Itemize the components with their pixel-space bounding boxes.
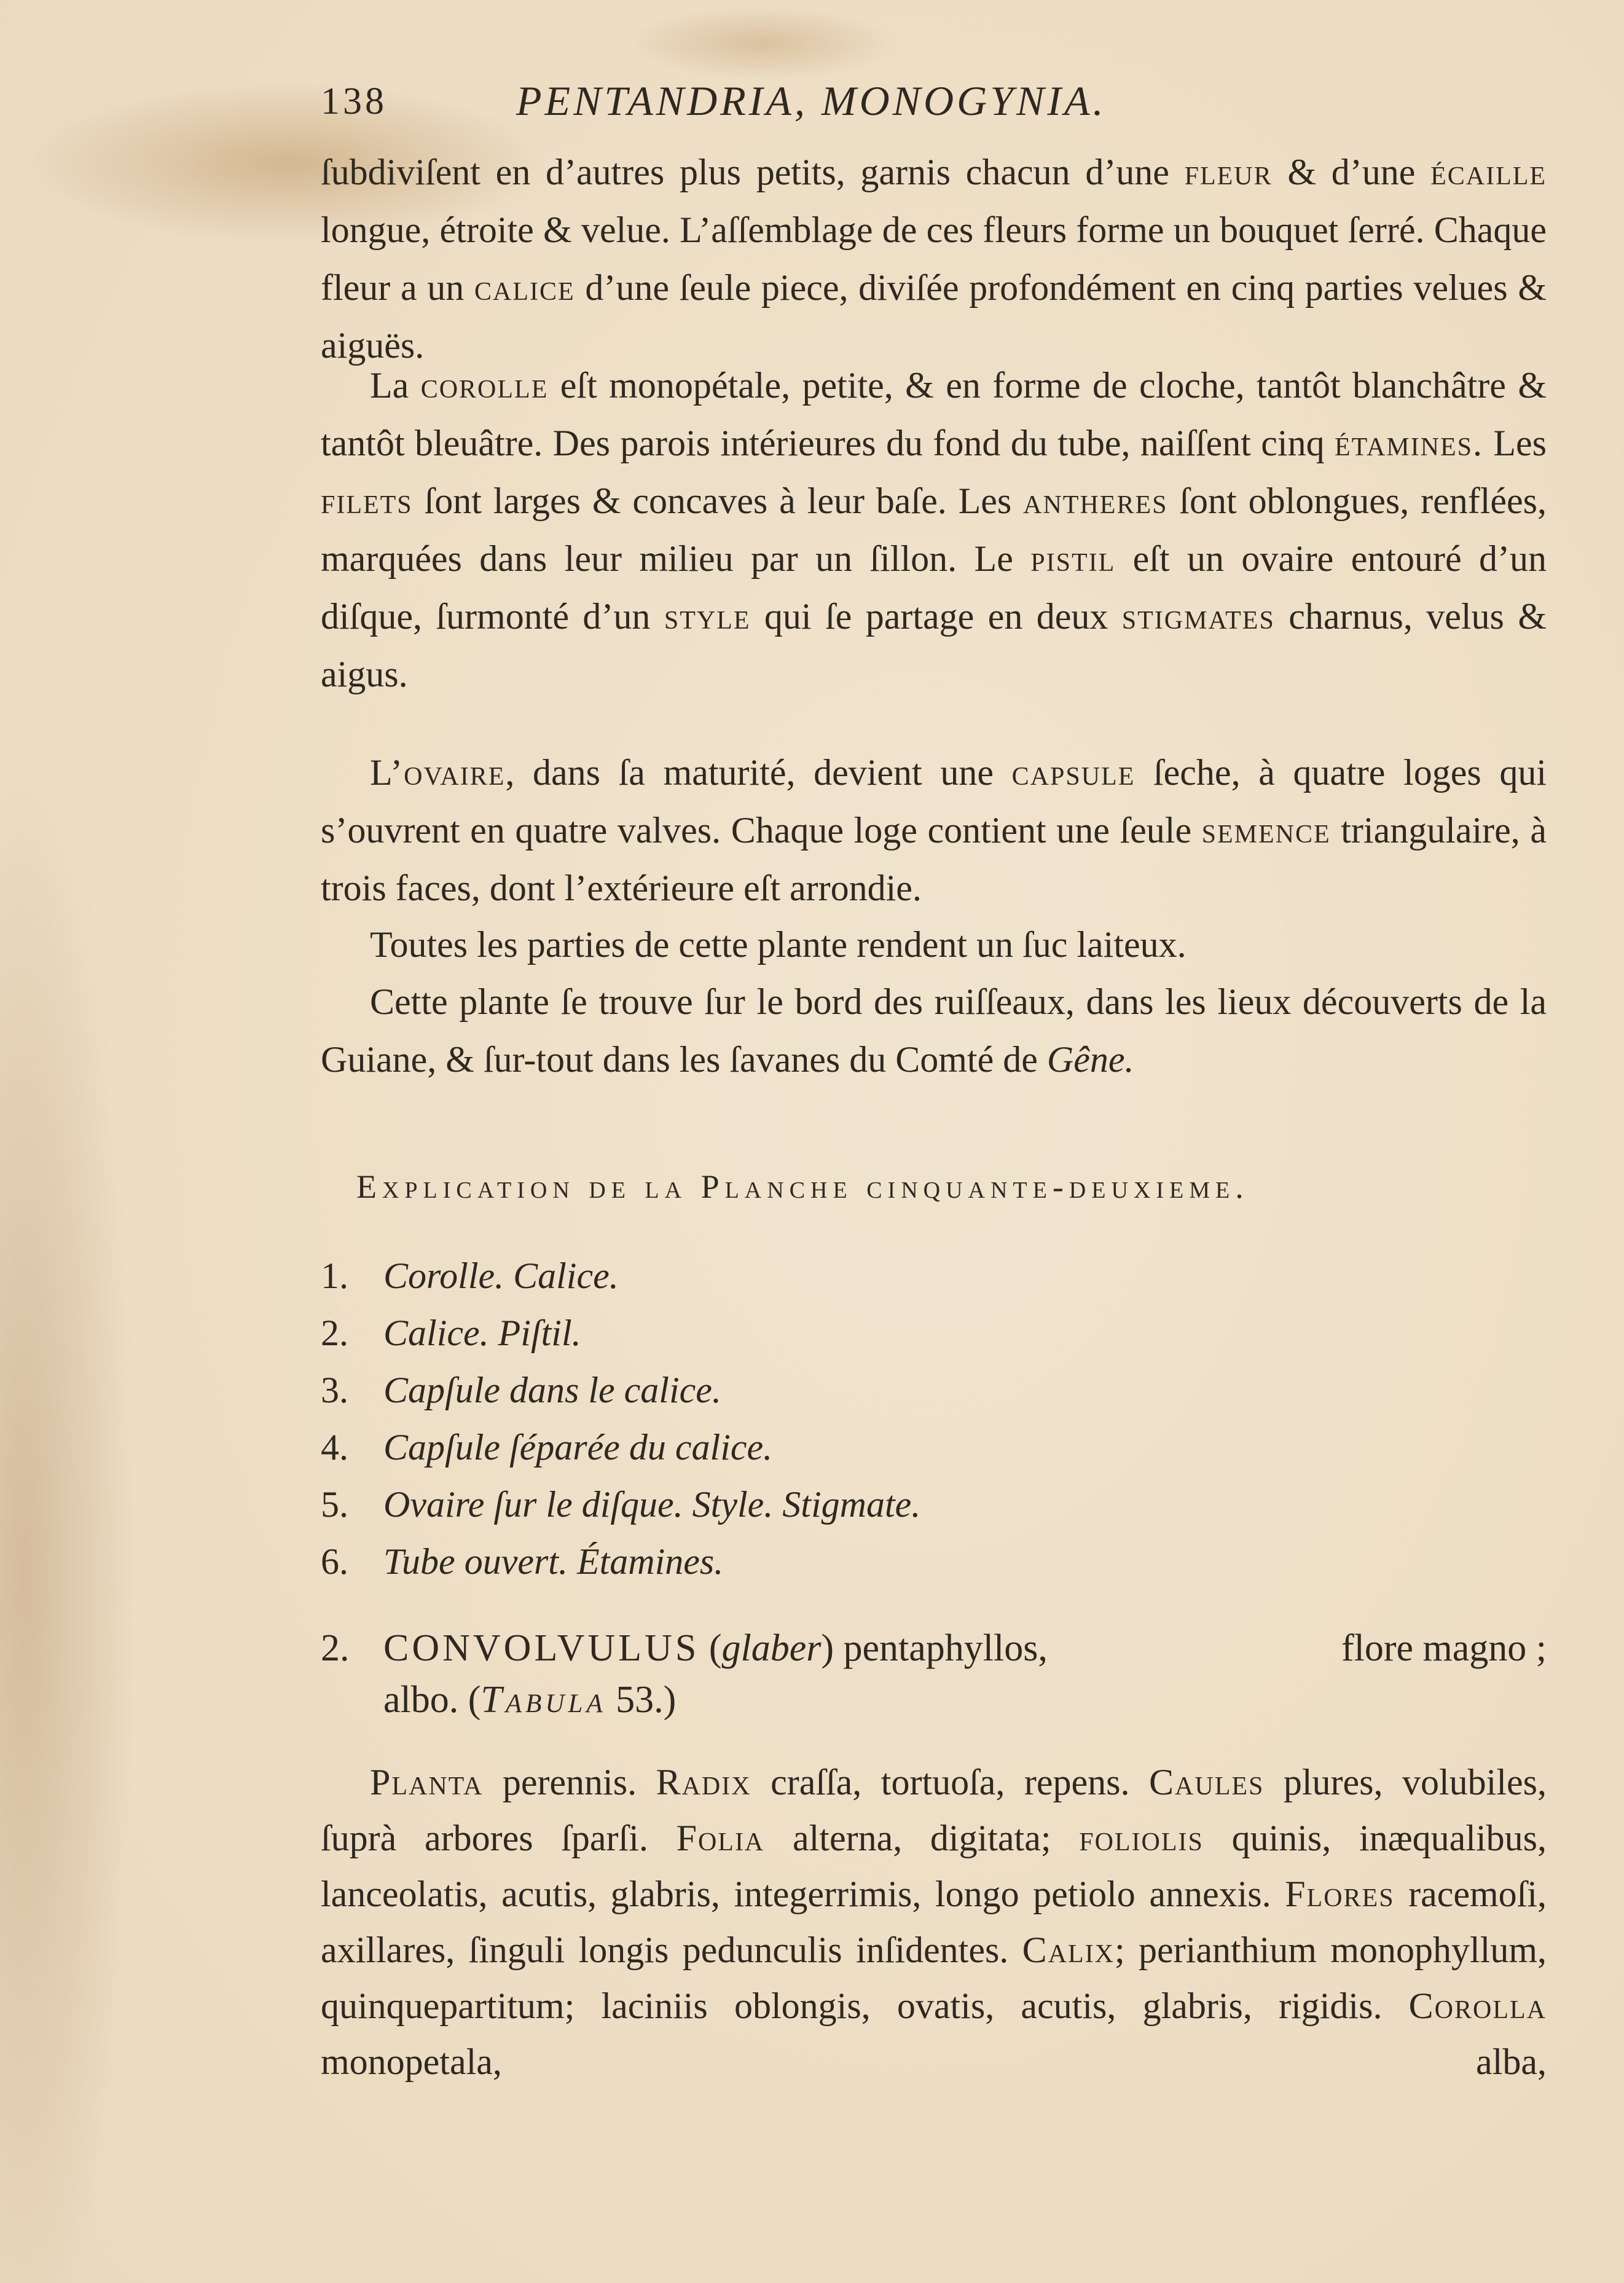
- paragraph: La corolle eſt monopétale, petite, & en forme de cloche, tantôt blanchâtre & tantôt bleuâtre. Des parois intérieures du fond du tube, naiſſent cinq étamines. Les filets ſont larges & concaves à leur baſe. Les antheres ſont oblongues, renflées, marquées dans leur milieu par un ſillon. Le pistil eſt un ovaire entouré d’un diſque, ſurmonté d’un style qui ſe partage en deux stigmates charnus, velus & aigus.: [321, 365, 1547, 694]
- list-item: 5. Ovaire ſur le diſque. Style. Stigmate.: [321, 1484, 921, 1525]
- list-item: 2. Calice. Piſtil.: [321, 1313, 581, 1353]
- paragraph: ſubdiviſent en d’autres plus petits, garnis chacun d’une fleur & d’une écaille longue, étroite & velue. L’aſſemblage de ces fleurs forme un bouquet ſerré. Chaque fleur a un calice d’une ſeule piece, diviſée profondément en cinq parties velues & aiguës.: [321, 152, 1547, 366]
- plate-explanation-list: [321, 1248, 1304, 1590]
- paragraph: Planta perennis. Radix craſſa, tortuoſa, repens. Caules plures, volubiles, ſuprà arbores ſparſi. Folia alterna, digitata; foliolis quinis, inæqualibus, lanceolatis, acutis, glabris, integerrimis, longo petiolo annexis. Flores racemoſi, axillares, ſinguli longis pedunculis inſidentes. Calix; perianthium monophyllum, quinquepartitum; laciniis oblongis, ovatis, acutis, glabris, rigidis. Corolla monopetala, alba,: [321, 1762, 1547, 2082]
- running-title: PENTANDRIA, MONOGYNIA.: [516, 77, 1107, 124]
- paragraph: Toutes les parties de cette plante rendent un ſuc laiteux.: [370, 924, 1187, 965]
- list-item: 3. Capſule dans le calice.: [321, 1370, 721, 1410]
- paragraph: L’ovaire, dans ſa maturité, devient une capsule ſeche, à quatre loges qui s’ouvrent en quatre valves. Chaque loge contient une ſeule semence triangulaire, à trois faces, dont l’extérieure eſt arrondie.: [321, 752, 1547, 908]
- paragraph-habitat: [321, 973, 1547, 1088]
- species-heading: 2. CONVOLVULUS (glaber) pentaphyllos, flore magno ; albo. (Tabula 53.): [321, 1627, 1547, 1721]
- paragraph: Cette plante ſe trouve ſur le bord des ruiſſeaux, dans les lieux découverts de la Guiane, & ſur-tout dans les ſavanes du Comté de Gêne.: [321, 981, 1547, 1080]
- list-item: 6. Tube ouvert. Étamines.: [321, 1541, 724, 1582]
- list-item: 4. Capſule ſéparée du calice.: [321, 1427, 773, 1468]
- latin-description: [321, 1754, 1547, 2090]
- list-item: 1. Corolle. Calice.: [321, 1255, 619, 1296]
- page-number: 138: [321, 81, 387, 122]
- paragraph-ovaire: [321, 744, 1547, 917]
- explication-title: Explication de la Planche cinquante-deuxieme.: [356, 1168, 1249, 1205]
- paragraph-description: [321, 143, 1547, 374]
- paragraph-corolle: [321, 356, 1547, 703]
- paragraph-suc: [321, 916, 1547, 973]
- page-header: [321, 74, 1378, 135]
